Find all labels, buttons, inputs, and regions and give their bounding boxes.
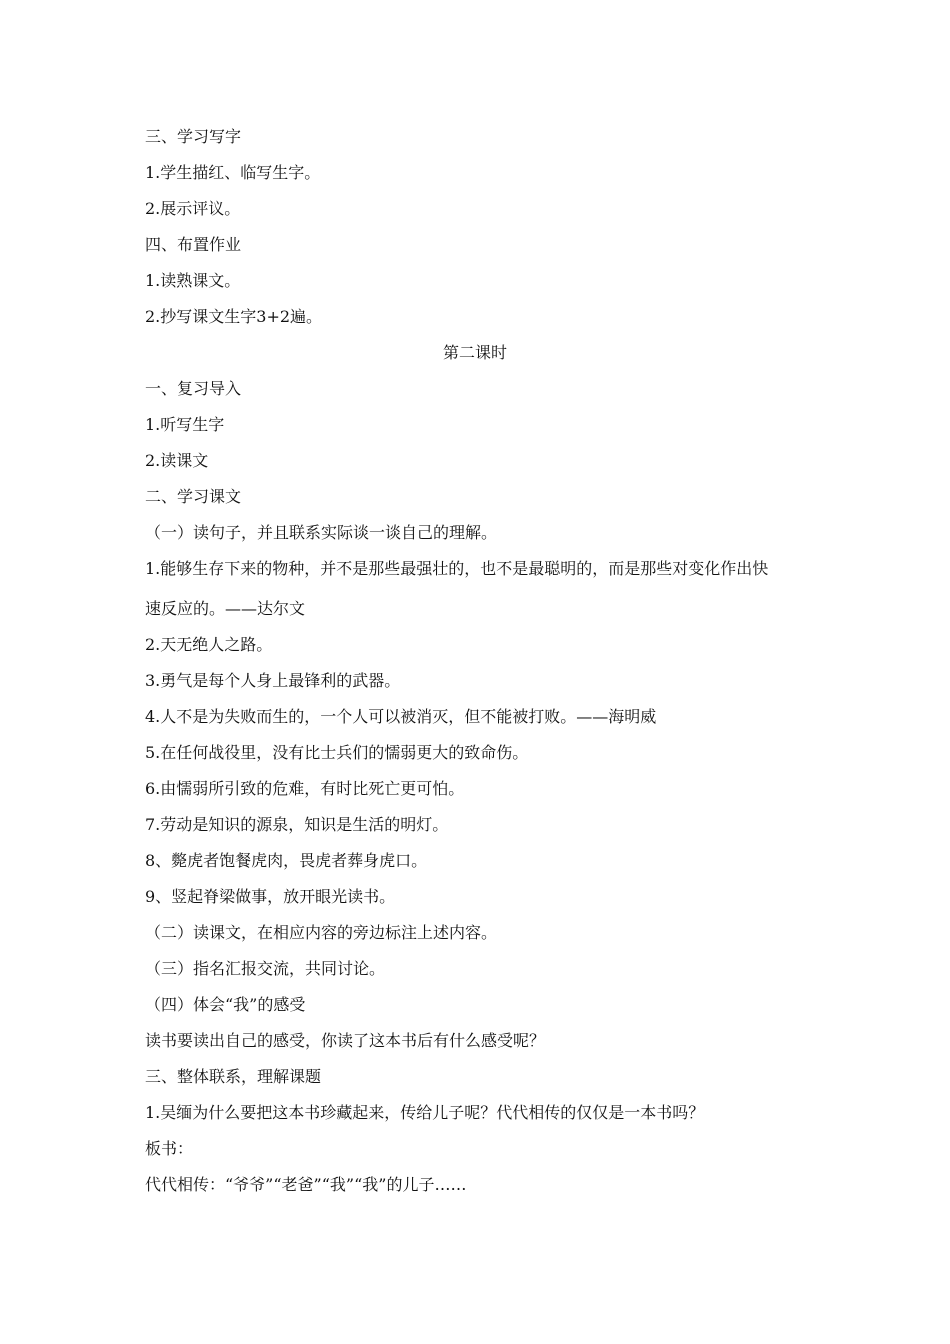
text-line: 2.读课文 — [145, 451, 209, 470]
text-line: 1.听写生字 — [145, 415, 225, 434]
text-line: 1.吴缅为什么要把这本书珍藏起来，传给儿子呢？代代相传的仅仅是一本书吗？ — [145, 1103, 705, 1122]
heading-overall: 三、整体联系，理解课题 — [145, 1067, 322, 1086]
text-line: 4.人不是为失败而生的，一个人可以被消灭，但不能被打败。——海明威 — [145, 707, 657, 726]
text-line: 8、斃虎者饱餐虎肉，畏虎者葬身虎口。 — [145, 851, 428, 870]
section-title: 第二课时 — [442, 343, 507, 362]
text-line: 代代相传：“爷爷”“老爸”“我”“我”的儿子…… — [145, 1175, 467, 1194]
text-line: 3.勇气是每个人身上最锋利的武器。 — [145, 671, 401, 690]
text-line: 1.读熟课文。 — [145, 271, 241, 290]
text-line: 2.天无绝人之路。 — [145, 635, 273, 654]
text-line: 2.抄写课文生字3+2遍。 — [145, 307, 323, 326]
text-line: 2.展示评议。 — [145, 199, 241, 218]
subheading: （三）指名汇报交流，共同讨论。 — [145, 959, 386, 978]
text-line: 6.由懦弱所引致的危难，有时比死亡更可怕。 — [145, 779, 465, 798]
text-line: 1.学生描红、临写生字。 — [145, 163, 321, 182]
text-line: 7.劳动是知识的源泉，知识是生活的明灯。 — [145, 815, 449, 834]
text-line: 1.能够生存下来的物种，并不是那些最强壮的，也不是最聪明的，而是那些对变化作出快 — [145, 559, 769, 578]
subheading: （二）读课文，在相应内容的旁边标注上述内容。 — [145, 923, 498, 942]
text-line: 5.在任何战役里，没有比士兵们的懦弱更大的致命伤。 — [145, 743, 529, 762]
heading-learn-writing: 三、学习写字 — [145, 127, 242, 146]
text-line: 9、竖起脊梁做事，放开眼光读书。 — [145, 887, 396, 906]
text-line: 读书要读出自己的感受，你读了这本书后有什么感受呢？ — [145, 1031, 546, 1050]
heading-study-text: 二、学习课文 — [145, 487, 242, 506]
subheading: （一）读句子，并且联系实际谈一谈自己的理解。 — [145, 523, 498, 542]
heading-review: 一、复习导入 — [145, 379, 242, 398]
heading-homework: 四、布置作业 — [145, 235, 242, 254]
text-line: 速反应的。——达尔文 — [145, 599, 306, 618]
subheading: （四）体会“我”的感受 — [145, 995, 306, 1014]
text-line: 板书： — [145, 1139, 194, 1158]
